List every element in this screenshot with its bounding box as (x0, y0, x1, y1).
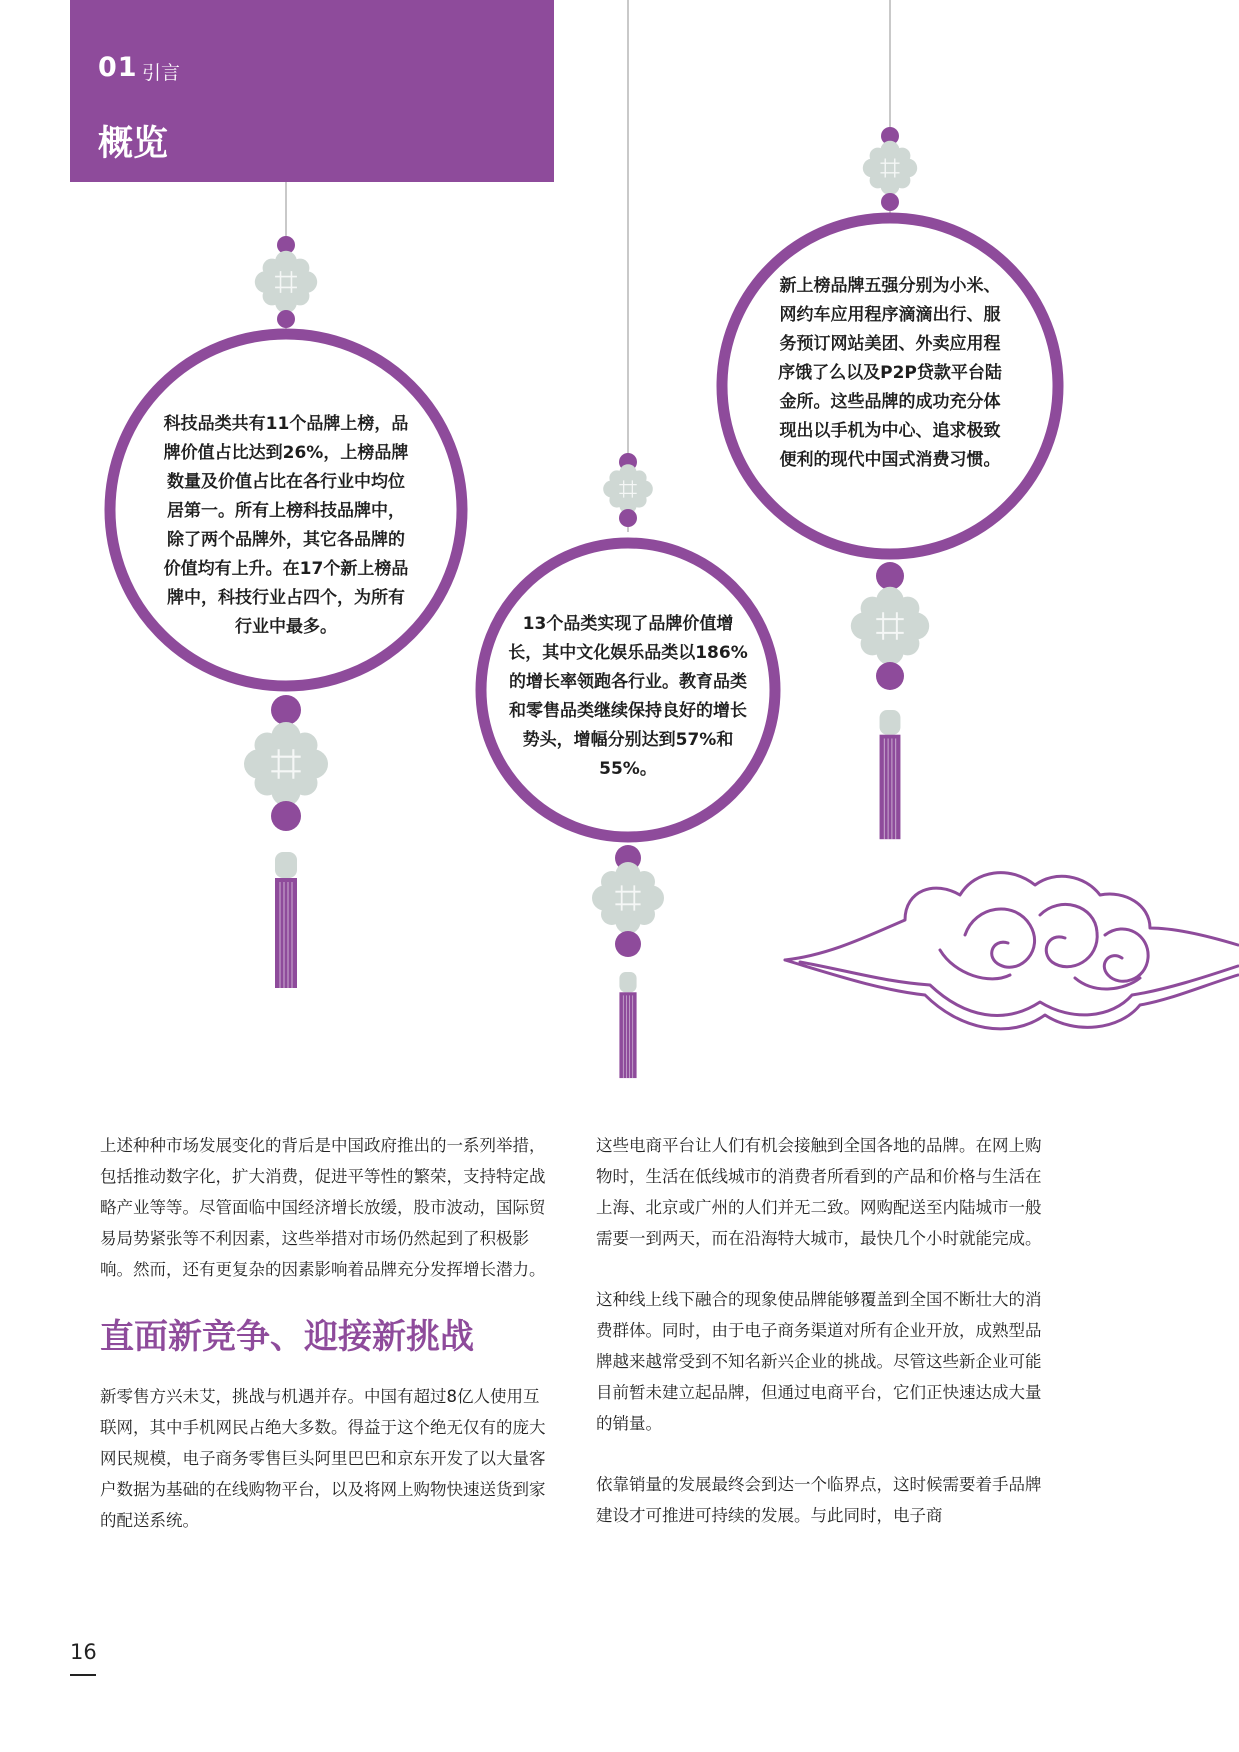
page-number: 16 (70, 1640, 97, 1664)
left-paragraph-1: 上述种种市场发展变化的背后是中国政府推出的一系列举措，包括推动数字化，扩大消费，促进平等性的繁荣，支持特定战略产业等等。尽管面临中国经济增长放缓，股市波动，国际贸易局势紧张等不利因素，这些举措对市场仍然起到了积极影响。然而，还有更复杂的因素影响着品牌充分发挥增长潜力。 (100, 1136, 546, 1279)
section-heading: 直面新竞争、迎接新挑战 (100, 1317, 474, 1357)
right-paragraph-1: 这些电商平台让人们有机会接触到全国各地的品牌。在网上购物时，生活在低线城市的消费者所看到的产品和价格与生活在上海、北京或广州的人们并无二致。网购配送至内陆城市一般需要一到两天，而在沿海特大城市，最快几个小时就能完成。 (596, 1136, 1042, 1248)
right-column (596, 1130, 1048, 1561)
left-column (100, 1130, 550, 1566)
auspicious-cloud-icon (785, 873, 1238, 1029)
section-number: 01 (98, 52, 138, 83)
left-paragraph-2: 新零售方兴未艾，挑战与机遇并存。中国有超过8亿人使用互联网，其中手机网民占绝大多数。得益于这个绝无仅有的庞大网民规模，电子商务零售巨头阿里巴巴和京东开发了以大量客户数据为基础的在线购物平台，以及将网上购物快速送货到家的配送系统。 (100, 1387, 546, 1530)
section-header (70, 0, 554, 182)
page-title: 概览 (98, 124, 169, 164)
bubble-text-new-brands: 新上榜品牌五强分别为小米、网约车应用程序滴滴出行、服务预订网站美团、外卖应用程序饿了么以及P2P贷款平台陆金所。这些品牌的成功充分体现出以手机为中心、追求极致便利的现代中国式消费习惯。 (778, 276, 1002, 470)
bubble-text-growth: 13个品类实现了品牌价值增长，其中文化娱乐品类以186%的增长率领跑各行业。教育品类和零售品类继续保持良好的增长势头，增幅分别达到57%和55%。 (508, 614, 748, 779)
section-label: 引言 (142, 62, 181, 84)
right-paragraph-2: 这种线上线下融合的现象使品牌能够覆盖到全国不断壮大的消费群体。同时，由于电子商务渠道对所有企业开放，成熟型品牌越来越常受到不知名新兴企业的挑战。尽管这些新企业可能目前暂未建立起品牌，但通过电商平台，它们正快速达成大量的销量。 (596, 1290, 1042, 1433)
page-number-rule (70, 1674, 96, 1676)
right-paragraph-3: 依靠销量的发展最终会到达一个临界点，这时候需要着手品牌建设才可推进可持续的发展。与此同时，电子商 (596, 1475, 1042, 1525)
bubble-text-tech: 科技品类共有11个品牌上榜，品牌价值占比达到26%，上榜品牌数量及价值占比在各行业中均位居第一。所有上榜科技品牌中，除了两个品牌外，其它各品牌的价值均有上升。在17个新上榜品牌中，科技行业占四个，为所有行业中最多。 (163, 414, 409, 637)
